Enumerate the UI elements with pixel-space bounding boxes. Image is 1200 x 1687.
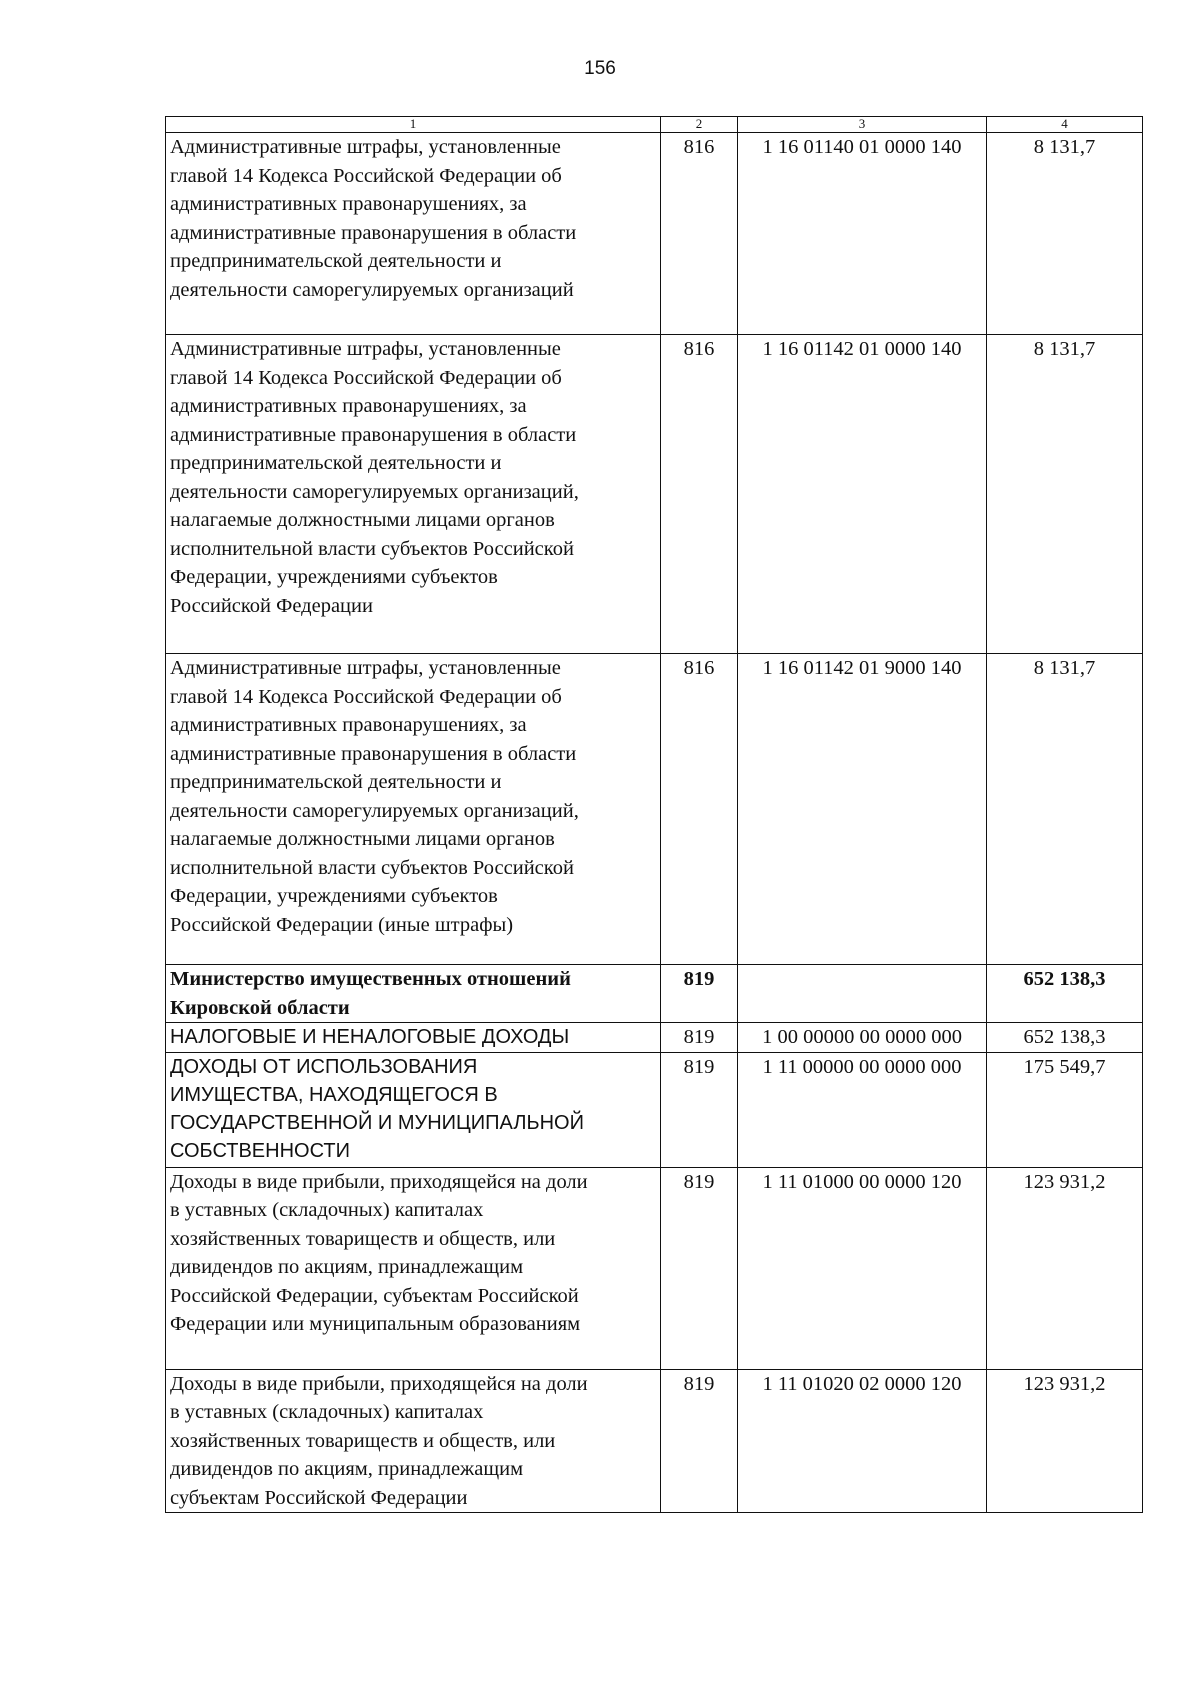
row-admin-code: 819 — [661, 1369, 738, 1513]
row-name: Доходы в виде прибыли, приходящейся на доли в уставных (складочных) капиталах хозяйственных товариществ и обществ, или дивидендов по акциям, принадлежащим субъектам Российской Федерации — [166, 1369, 661, 1513]
table-row — [166, 1167, 1143, 1369]
row-amount: 175 549,7 — [987, 1052, 1143, 1167]
table-row — [166, 1369, 1143, 1513]
row-budget-code: 1 00 00000 00 0000 000 — [738, 1023, 987, 1053]
row-name: Министерство имущественных отношений Кировской области — [166, 965, 661, 1023]
row-name: ДОХОДЫ ОТ ИСПОЛЬЗОВАНИЯ ИМУЩЕСТВА, НАХОДЯЩЕГОСЯ В ГОСУДАРСТВЕННОЙ И МУНИЦИПАЛЬНОЙ СОБСТВЕННОСТИ — [166, 1052, 661, 1167]
row-budget-code — [738, 965, 987, 1023]
table-header-row — [166, 117, 1143, 133]
row-amount: 652 138,3 — [987, 965, 1143, 1023]
row-budget-code: 1 16 01142 01 9000 140 — [738, 654, 987, 965]
column-header-amount: 4 — [987, 117, 1143, 133]
row-name: Административные штрафы, установленные главой 14 Кодекса Российской Федерации об административных правонарушениях, за административные правонарушения в области предпринимательской деятельности и деятельности саморегулируемых организаций — [166, 133, 661, 335]
table-row — [166, 1052, 1143, 1167]
page-number: 156 — [584, 58, 616, 79]
table-row — [166, 965, 1143, 1023]
row-budget-code: 1 11 01020 02 0000 120 — [738, 1369, 987, 1513]
column-header-name: 1 — [166, 117, 661, 133]
row-budget-code: 1 16 01140 01 0000 140 — [738, 133, 987, 335]
row-name: НАЛОГОВЫЕ И НЕНАЛОГОВЫЕ ДОХОДЫ — [166, 1023, 661, 1053]
column-header-admin-code: 2 — [661, 117, 738, 133]
row-budget-code: 1 11 00000 00 0000 000 — [738, 1052, 987, 1167]
row-admin-code: 816 — [661, 335, 738, 654]
row-admin-code: 816 — [661, 654, 738, 965]
table-row — [166, 335, 1143, 654]
row-budget-code: 1 11 01000 00 0000 120 — [738, 1167, 987, 1369]
row-amount: 123 931,2 — [987, 1369, 1143, 1513]
row-amount: 652 138,3 — [987, 1023, 1143, 1053]
column-header-budget-code: 3 — [738, 117, 987, 133]
row-admin-code: 819 — [661, 965, 738, 1023]
table-row — [166, 654, 1143, 965]
revenue-table — [165, 116, 1143, 1513]
row-amount: 8 131,7 — [987, 335, 1143, 654]
table-row — [166, 1023, 1143, 1053]
row-name: Доходы в виде прибыли, приходящейся на доли в уставных (складочных) капиталах хозяйственных товариществ и обществ, или дивидендов по акциям, принадлежащим Российской Федерации, субъектам Российской Федерации или муниципальным образованиям — [166, 1167, 661, 1369]
row-admin-code: 819 — [661, 1023, 738, 1053]
row-name: Административные штрафы, установленные главой 14 Кодекса Российской Федерации об административных правонарушениях, за административные правонарушения в области предпринимательской деятельности и деятельности саморегулируемых организаций, налагаемые должностными лицами органов исполнительной власти субъектов Российской Федерации, учреждениями субъектов Российской Федерации — [166, 335, 661, 654]
row-amount: 8 131,7 — [987, 654, 1143, 965]
row-admin-code: 819 — [661, 1167, 738, 1369]
row-name: Административные штрафы, установленные главой 14 Кодекса Российской Федерации об административных правонарушениях, за административные правонарушения в области предпринимательской деятельности и деятельности саморегулируемых организаций, налагаемые должностными лицами органов исполнительной власти субъектов Российской Федерации, учреждениями субъектов Российской Федерации (иные штрафы) — [166, 654, 661, 965]
row-admin-code: 819 — [661, 1052, 738, 1167]
row-admin-code: 816 — [661, 133, 738, 335]
row-budget-code: 1 16 01142 01 0000 140 — [738, 335, 987, 654]
row-amount: 8 131,7 — [987, 133, 1143, 335]
row-amount: 123 931,2 — [987, 1167, 1143, 1369]
table-row — [166, 133, 1143, 335]
